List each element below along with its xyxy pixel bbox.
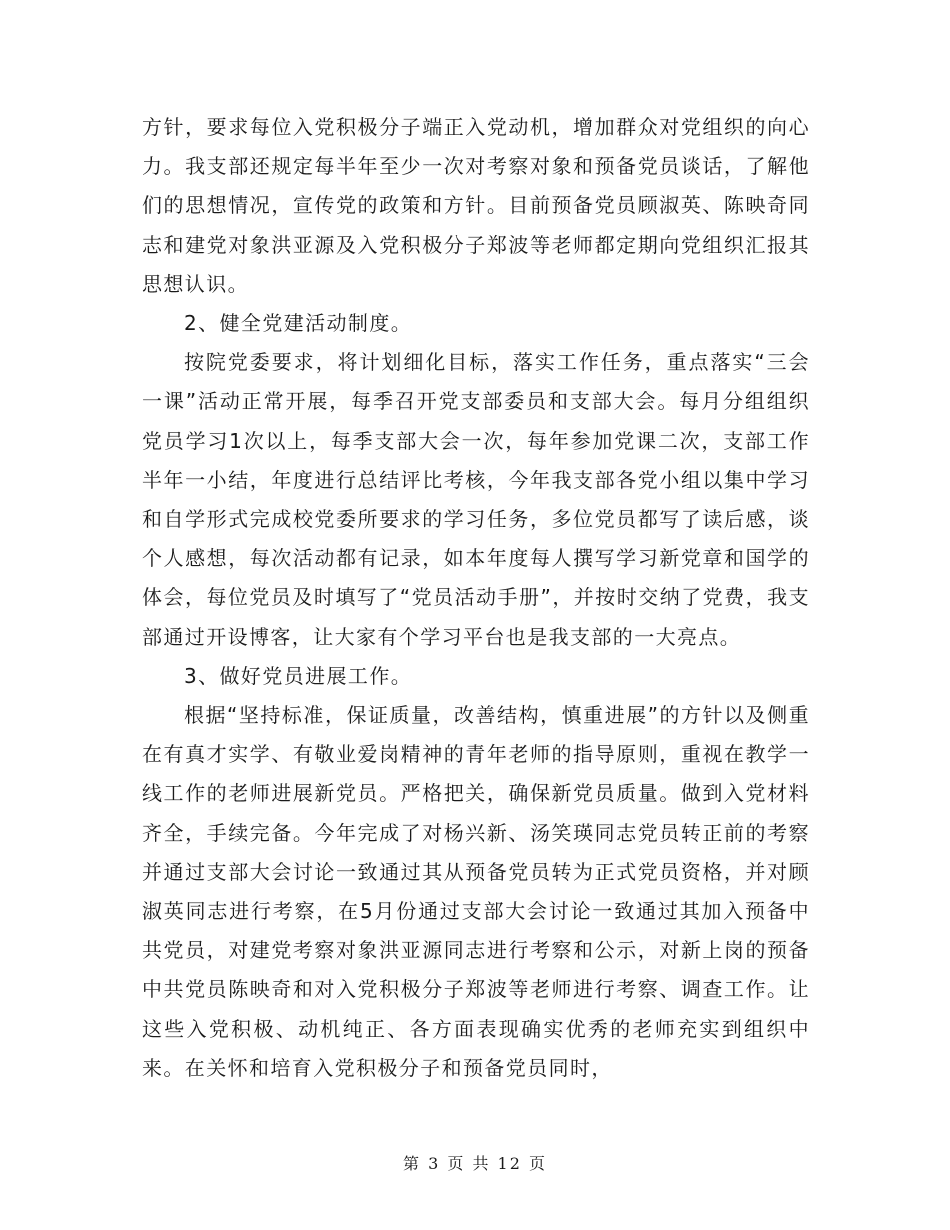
section-heading-2: 2、健全党建活动制度。 bbox=[184, 311, 413, 336]
section-heading-3: 3、做好党员进展工作。 bbox=[184, 663, 413, 688]
paragraph-member-development: 根据“坚持标准，保证质量，改善结构，慎重进展”的方针以及侧重在有真才实学、有敬业爱岗精神的青年老师的指导原则，重视在教学一线工作的老师进展新党员。严格把关，确保新党员质量。做到入党材料齐全，手续完备。今年完成了对杨兴新、汤笑瑛同志党员转正前的考察并通过支部大会讨论一致通过其从预备党员转为正式党员资格，并对顾淑英同志进行考察，在5月份通过支部大会讨论一致通过其加入预备中共党员，对建党考察对象洪亚源同志进行考察和公示，对新上岗的预备中共党员陈映奇和对入党积极分子郑波等老师进行考察、调查工作。让这些入党积极、动机纯正、各方面表现确实优秀的老师充实到组织中来。在关怀和培育入党积极分子和预备党员同时， bbox=[142, 703, 810, 1080]
paragraph-continuation: 方针，要求每位入党积极分子端正入党动机，增加群众对党组织的向心力。我支部还规定每半年至少一次对考察对象和预备党员谈话，了解他们的思想情况，宣传党的政策和方针。目前预备党员顾淑英、陈映奇同志和建党对象洪亚源及入党积极分子郑波等老师都定期向党组织汇报其思想认识。 bbox=[142, 115, 810, 296]
paragraph-activity-system: 按院党委要求，将计划细化目标，落实工作任务，重点落实“三会一课”活动正常开展，每季召开党支部委员和支部大会。每月分组组织党员学习1次以上，每季支部大会一次，每年参加党课二次，支部工作半年一小结，年度进行总结评比考核，今年我支部各党小组以集中学习和自学形式完成校党委所要求的学习任务，多位党员都写了读后感，谈个人感想，每次活动都有记录，如本年度每人撰写学习新党章和国学的体会，每位党员及时填写了“党员活动手册”，并按时交纳了党费，我支部通过开设博客，让大家有个学习平台也是我支部的一大亮点。 bbox=[142, 350, 810, 649]
page-number-footer: 第 3 页 共 12 页 bbox=[403, 1154, 547, 1173]
document-body bbox=[142, 108, 810, 1088]
